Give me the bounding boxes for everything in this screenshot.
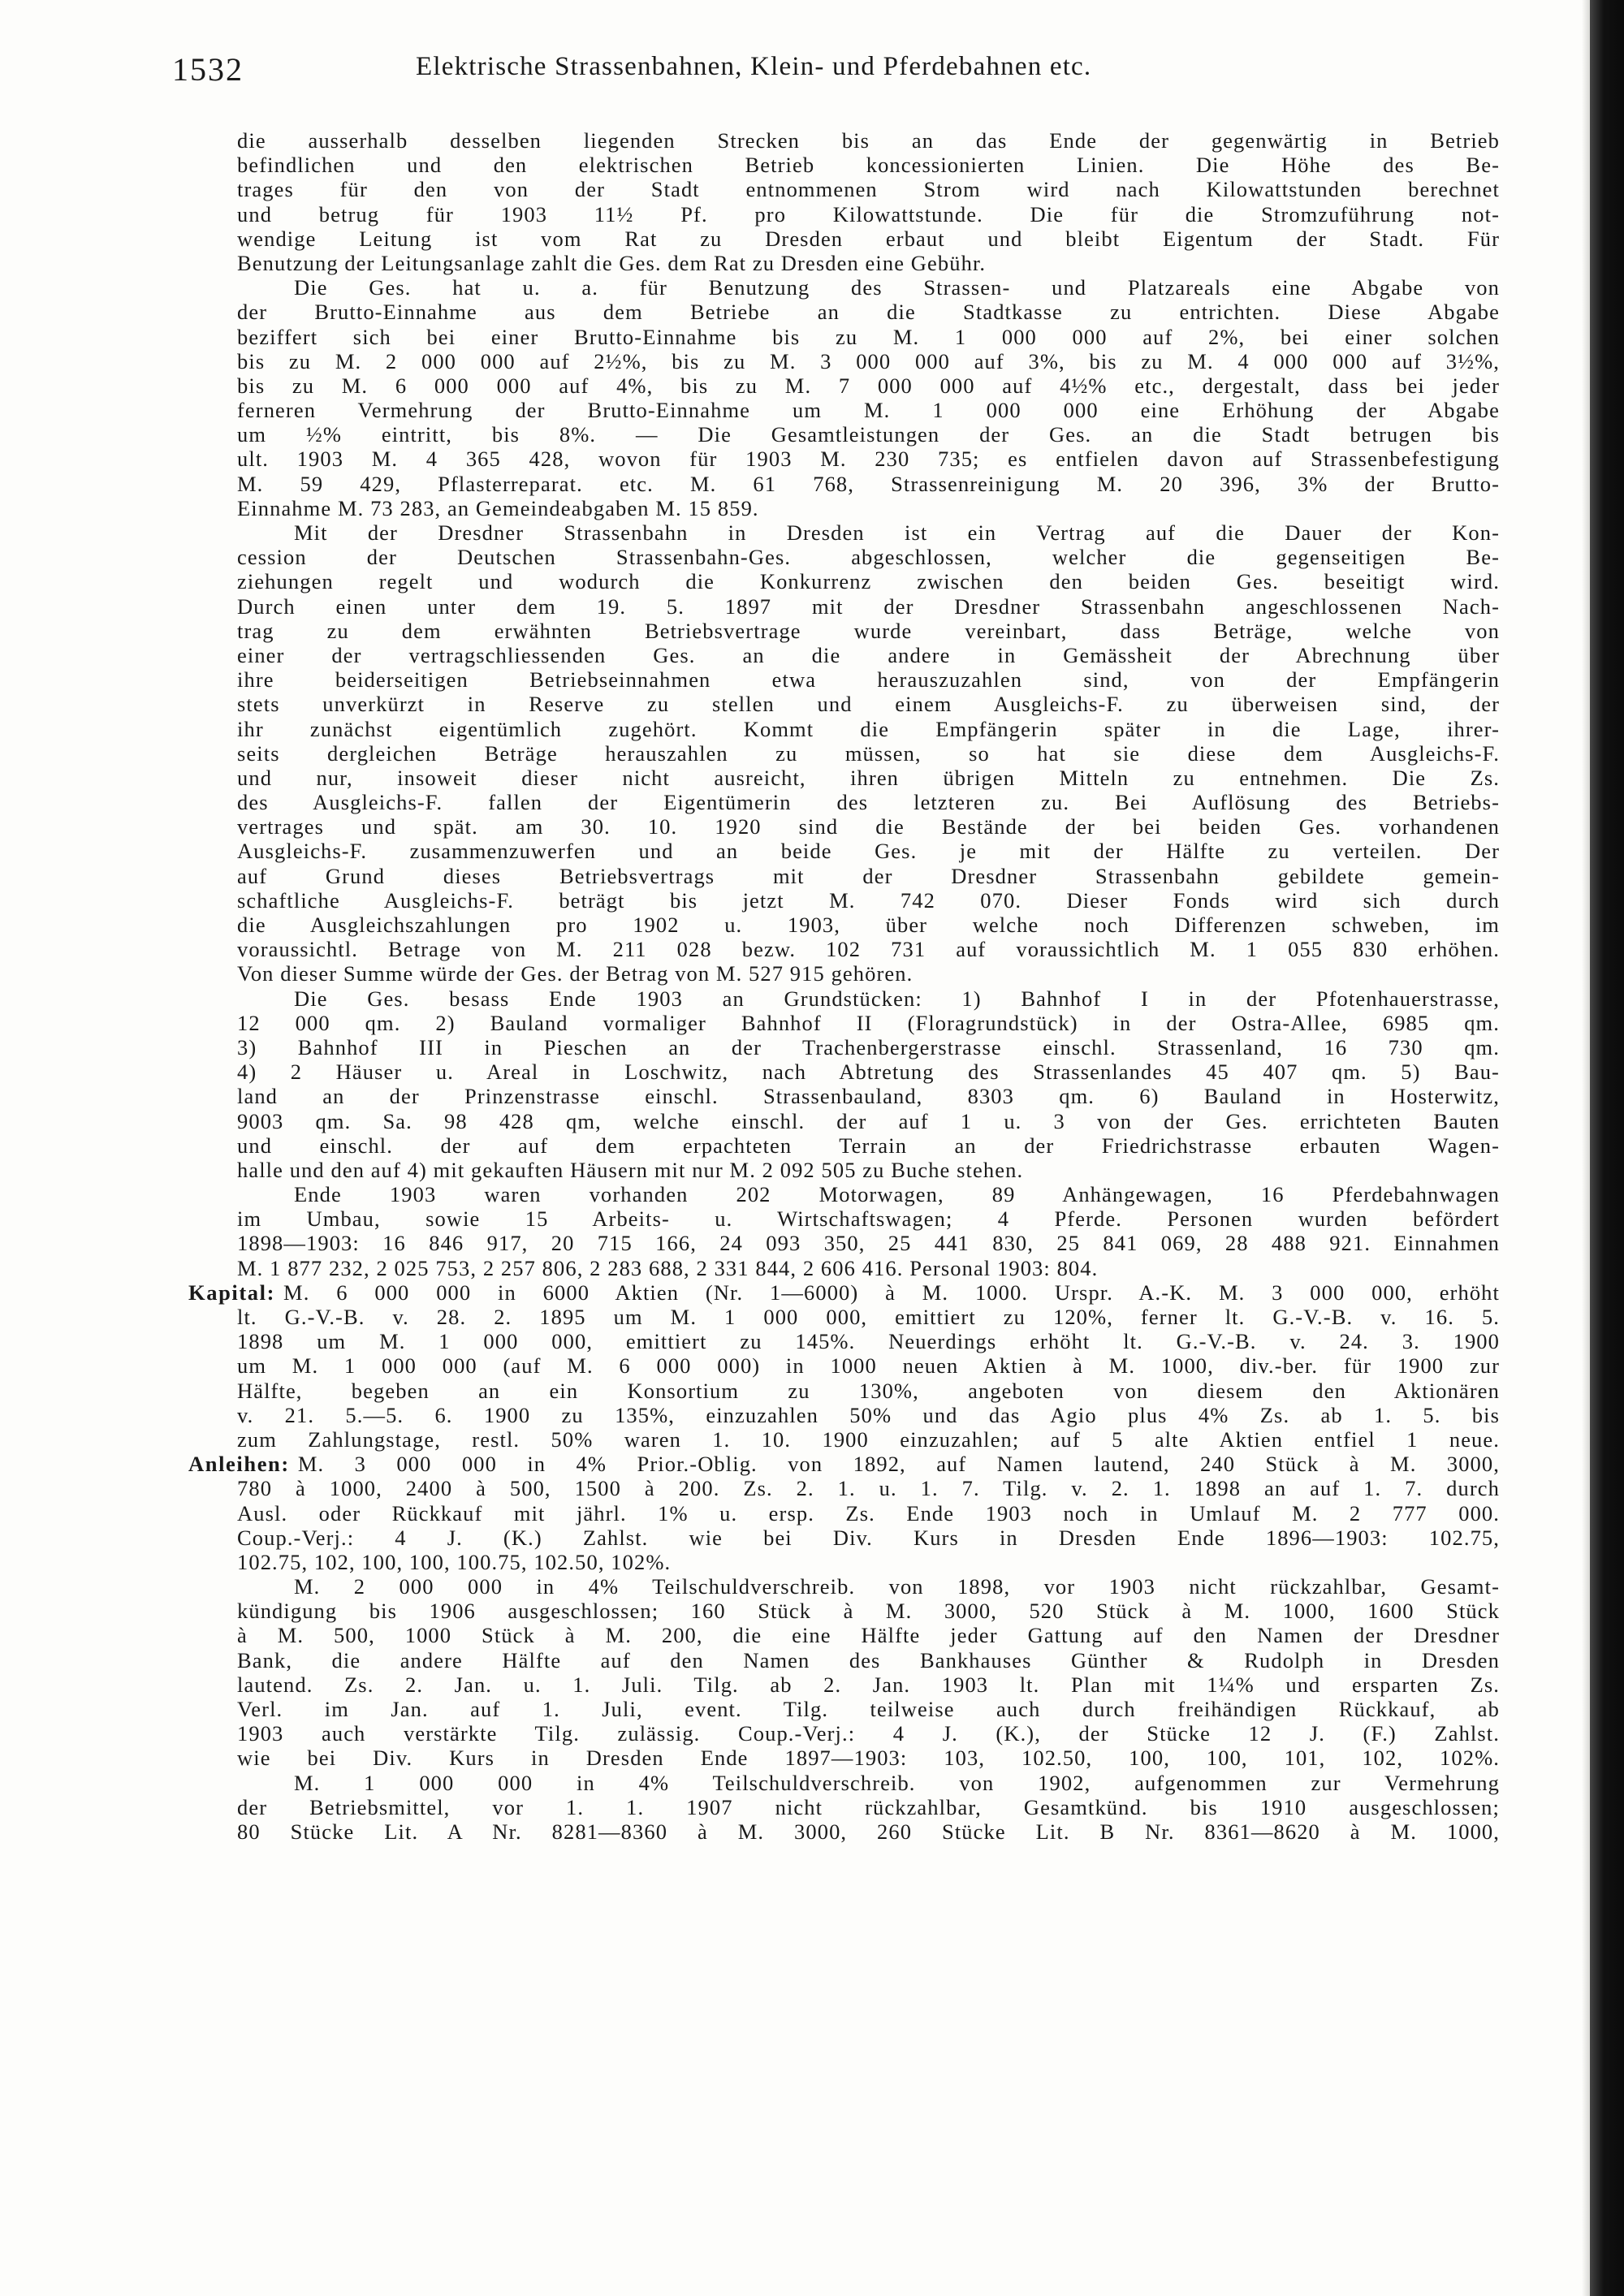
line-text: 3) Bahnhof III in Pieschen an der Trachenbergerstrasse einschl. Strassenland, 16 730 qm.: [237, 1034, 1500, 1060]
line-text: ult. 1903 M. 4 365 428, wovon für 1903 M. 230 735; es entfielen davon auf Strassenbefestigung: [237, 447, 1500, 472]
line-text: vertrages und spät. am 30. 10. 1920 sind die Bestände der bei beiden Ges. vorhandenen: [237, 814, 1500, 839]
line-text: Durch einen unter dem 19. 5. 1897 mit der Dresdner Strassenbahn angeschlossenen Nach-: [237, 593, 1500, 619]
text-line: [237, 1574, 1500, 1599]
line-text: 1898 um M. 1 000 000, emittiert zu 145%. Neuerdings erhöht lt. G.-V.-B. v. 24. 3. 1900: [237, 1329, 1500, 1354]
line-text: um M. 1 000 000 (auf M. 6 000 000) in 1000 neuen Aktien à M. 1000, div.-ber. für 1900 zur: [237, 1353, 1500, 1379]
line-text: ferneren Vermehrung der Brutto-Einnahme um M. 1 000 000 eine Erhöhung der Abgabe: [237, 398, 1500, 423]
text-line: [237, 1011, 1500, 1035]
text-line: [237, 1819, 1500, 1844]
line-text: M. 3 000 000 in 4% Prior.-Oblig. von 1892, auf Namen lautend, 240 Stück à M. 3000,: [297, 1452, 1500, 1477]
line-text: Die Ges. hat u. a. für Benutzung des Strassen- und Platzareals eine Abgabe von: [294, 275, 1500, 300]
line-text: im Umbau, sowie 15 Arbeits- u. Wirtschaftswagen; 4 Pferde. Personen wurden befördert: [237, 1206, 1500, 1232]
text-line: [237, 373, 1500, 398]
line-text: lt. G.-V.-B. v. 28. 2. 1895 um M. 1 000 000, emittiert zu 120%, ferner lt. G.-V.-B. v. 16. 5.: [237, 1305, 1500, 1329]
line-text: M. 59 429, Pflasterreparat. etc. M. 61 768, Strassenreinigung M. 20 396, 3% der Brutto-: [237, 471, 1500, 496]
text-line: [237, 325, 1500, 349]
line-text: Von dieser Summe würde der Ges. der Betrag von M. 527 915 gehören.: [237, 961, 914, 986]
line-text: und betrug für 1903 11½ Pf. pro Kilowattstunde. Die für die Stromzuführung not-: [237, 201, 1500, 227]
line-text: lautend. Zs. 2. Jan. u. 1. Juli. Tilg. ab 2. Jan. 1903 lt. Plan mit 1¼% und ersparten Zs.: [237, 1672, 1500, 1697]
line-text: M. 2 000 000 in 4% Teilschuldverschreib. von 1898, vor 1903 nicht rückzahlbar, Gesamt-: [294, 1574, 1500, 1599]
line-text: Ausgleichs-F. zusammenzuwerfen und an beide Ges. je mit der Hälfte zu verteilen. Der: [237, 839, 1500, 864]
line-text: 12 000 qm. 2) Bauland vormaliger Bahnhof II (Floragrundstück) in der Ostra-Allee, 6985 qm.: [237, 1010, 1500, 1035]
text-line: [237, 1501, 1500, 1526]
text-line: [237, 643, 1500, 667]
text-line: [237, 1771, 1500, 1795]
line-text: zum Zahlungstage, restl. 50% waren 1. 10. 1900 einzuzahlen; auf 5 alte Aktien entfiel 1 neue.: [237, 1426, 1500, 1452]
line-text: Verl. im Jan. auf 1. Juli, event. Tilg. teilweise auch durch freihändigen Rückkauf, ab: [237, 1697, 1500, 1721]
text-line: [237, 1109, 1500, 1133]
text-line: [237, 520, 1500, 545]
line-text: Einnahme M. 73 283, an Gemeindeabgaben M. 15 859.: [237, 495, 759, 520]
line-text: trag zu dem erwähnten Betriebsvertrage wurde vereinbart, dass Beträge, welche von: [237, 618, 1500, 643]
line-text: 780 à 1000, 2400 à 500, 1500 à 200. Zs. 2. 1. u. 1. 7. Tilg. v. 2. 1. 1898 an auf 1. 7. durch: [237, 1476, 1500, 1501]
text-line: [237, 888, 1500, 913]
text-line: [237, 202, 1500, 227]
text-line: [237, 1206, 1500, 1231]
text-line: [237, 1256, 1500, 1280]
text-line: [237, 1599, 1500, 1623]
text-line: [237, 1231, 1500, 1255]
text-line: [237, 913, 1500, 937]
text-line: [237, 227, 1500, 251]
line-text: der Brutto-Einnahme aus dem Betriebe an die Stadtkasse zu entrichten. Diese Abgabe: [237, 300, 1500, 325]
text-line: [237, 1403, 1500, 1427]
line-text: auf Grund dieses Betriebsvertrags mit der Dresdner Strassenbahn gebildete gemein-: [237, 863, 1500, 888]
line-text: schaftliche Ausgleichs-F. beträgt bis jetzt M. 742 070. Dieser Fonds wird sich durch: [237, 887, 1500, 913]
text-line: [237, 447, 1500, 471]
section-label: Anleihen:: [188, 1452, 290, 1477]
text-line: [237, 1035, 1500, 1060]
line-text: 9003 qm. Sa. 98 428 qm, welche einschl. der auf 1 u. 3 von der Ges. errichteten Bauten: [237, 1108, 1500, 1133]
line-text: voraussichtl. Betrage von M. 211 028 bezw. 102 731 auf voraussichtlich M. 1 055 830 erhöhen.: [237, 937, 1500, 962]
section-label: Kapital:: [188, 1280, 276, 1305]
text-line: [188, 1280, 1500, 1305]
line-text: cession der Deutschen Strassenbahn-Ges. abgeschlossen, welcher die gegenseitigen Be-: [237, 545, 1500, 570]
page-number: 1532: [172, 51, 244, 88]
text-line: [237, 692, 1500, 716]
text-line: [237, 1305, 1500, 1329]
text-line: [237, 349, 1500, 373]
line-text: Mit der Dresdner Strassenbahn in Dresden ist ein Vertrag auf die Dauer der Kon-: [294, 520, 1500, 545]
text-line: [237, 1623, 1500, 1647]
text-line: [237, 1476, 1500, 1500]
text-line: [237, 569, 1500, 593]
line-text: M. 1 877 232, 2 025 753, 2 257 806, 2 283 688, 2 331 844, 2 606 416. Personal 1903: 804.: [237, 1255, 1099, 1280]
text-line: [237, 153, 1500, 177]
line-text: und einschl. der auf dem erpachteten Terrain an der Friedrichstrasse erbauten Wagen-: [237, 1133, 1500, 1158]
text-line: [237, 864, 1500, 888]
text-line: [237, 1060, 1500, 1084]
line-text: bis zu M. 2 000 000 auf 2½%, bis zu M. 3 000 000 auf 3%, bis zu M. 4 000 000 auf 3½%,: [237, 348, 1500, 373]
text-line: [237, 619, 1500, 643]
line-text: 102.75, 102, 100, 100, 100.75, 102.50, 102%.: [237, 1549, 672, 1574]
book-spine-edge: [1590, 0, 1624, 2296]
line-text: Hälfte, begeben an ein Konsortium zu 130%, angeboten von diesem den Aktionären: [237, 1378, 1500, 1403]
text-line: [237, 766, 1500, 790]
text-line: [237, 961, 1500, 986]
text-line: [237, 275, 1500, 300]
text-line: [237, 1379, 1500, 1403]
line-text: ziehungen regelt und wodurch die Konkurrenz zwischen den beiden Ges. beseitigt wird.: [237, 569, 1500, 594]
line-text: befindlichen und den elektrischen Betrieb koncessionierten Linien. Die Höhe des Be-: [237, 153, 1500, 178]
line-text: M. 1 000 000 in 4% Teilschuldverschreib. von 1902, aufgenommen zur Vermehrung: [294, 1770, 1500, 1795]
line-text: 1903 auch verstärkte Tilg. zulässig. Coup.-Verj.: 4 J. (K.), der Stücke 12 J. (F.) Zahlst.: [237, 1721, 1500, 1746]
line-text: ihre beiderseitigen Betriebseinnahmen etwa herauszuzahlen sind, von der Empfängerin: [237, 667, 1500, 693]
text-line: [237, 839, 1500, 863]
line-text: M. 6 000 000 in 6000 Aktien (Nr. 1—6000) à M. 1000. Urspr. A.-K. M. 3 000 000, erhöht: [283, 1280, 1500, 1305]
line-text: 80 Stücke Lit. A Nr. 8281—8360 à M. 3000, 260 Stücke Lit. B Nr. 8361—8620 à M. 1000,: [237, 1819, 1500, 1844]
line-text: Ausl. oder Rückkauf mit jährl. 1% u. ersp. Zs. Ende 1903 noch in Umlauf M. 2 777 000.: [237, 1500, 1500, 1526]
line-text: stets unverkürzt in Reserve zu stellen und einem Ausgleichs-F. zu überweisen sind, der: [237, 692, 1500, 717]
line-text: und nur, insoweit dieser nicht ausreicht, ihren übrigen Mitteln zu entnehmen. Die Zs.: [237, 765, 1500, 790]
line-text: wendige Leitung ist vom Rat zu Dresden erbaut und bleibt Eigentum der Stadt. Für: [237, 226, 1500, 251]
text-line: [237, 545, 1500, 569]
text-line: [237, 741, 1500, 766]
text-line: [237, 667, 1500, 692]
text-line: [237, 422, 1500, 447]
line-text: die Ausgleichszahlungen pro 1902 u. 1903, über welche noch Differenzen schweben, im: [237, 913, 1500, 937]
text-line: [237, 128, 1500, 153]
text-line: [237, 1084, 1500, 1108]
text-line: [237, 814, 1500, 839]
line-text: um ½% eintritt, bis 8%. — Die Gesamtleistungen der Ges. an die Stadt betrugen bis: [237, 422, 1500, 447]
text-line: [237, 1329, 1500, 1353]
text-line: [237, 1795, 1500, 1819]
text-line: [237, 1353, 1500, 1378]
line-text: à M. 500, 1000 Stück à M. 200, die eine Hälfte jeder Gattung auf den Namen der Dresdner: [237, 1623, 1500, 1648]
text-line: [237, 717, 1500, 741]
line-text: Coup.-Verj.: 4 J. (K.) Zahlst. wie bei Div. Kurs in Dresden Ende 1896—1903: 102.75,: [237, 1525, 1500, 1550]
text-line: [237, 1672, 1500, 1697]
text-line: [237, 1133, 1500, 1158]
line-text: der Betriebsmittel, vor 1. 1. 1907 nicht rückzahlbar, Gesamtkünd. bis 1910 ausgeschlossen;: [237, 1794, 1500, 1819]
text-line: [237, 472, 1500, 496]
running-header: [172, 50, 1488, 93]
text-line: [237, 251, 1500, 275]
line-text: ihr zunächst eigentümlich zugehört. Kommt die Empfängerin später in die Lage, ihrer-: [237, 716, 1500, 741]
line-text: des Ausgleichs-F. fallen der Eigentümerin des letzteren zu. Bei Auflösung des Betriebs-: [237, 790, 1500, 815]
line-text: Ende 1903 waren vorhanden 202 Motorwagen, 89 Anhängewagen, 16 Pferdebahnwagen: [294, 1182, 1500, 1207]
line-text: beziffert sich bei einer Brutto-Einnahme bis zu M. 1 000 000 auf 2%, bei einer solchen: [237, 324, 1500, 349]
line-text: 1898—1903: 16 846 917, 20 715 166, 24 093 350, 25 441 830, 25 841 069, 28 488 921. Einnahmen: [237, 1231, 1500, 1256]
running-title: Elektrische Strassenbahnen, Klein- und Pferdebahnen etc.: [416, 52, 1092, 81]
text-line: [237, 1526, 1500, 1550]
line-text: land an der Prinzenstrasse einschl. Strassenbauland, 8303 qm. 6) Bauland in Hosterwitz,: [237, 1084, 1500, 1109]
text-line: [237, 790, 1500, 814]
line-text: Bank, die andere Hälfte auf den Namen des Bankhauses Günther & Rudolph in Dresden: [237, 1647, 1500, 1672]
text-line: [237, 1427, 1500, 1452]
line-text: wie bei Div. Kurs in Dresden Ende 1897—1903: 103, 102.50, 100, 100, 101, 102, 102%.: [237, 1746, 1500, 1771]
text-line: [237, 1550, 1500, 1574]
text-line: [237, 937, 1500, 961]
page-gutter-shadow: [1582, 0, 1590, 2296]
line-text: trages für den von der Stadt entnommenen Strom wird nach Kilowattstunden berechnet: [237, 177, 1500, 202]
line-text: v. 21. 5.—5. 6. 1900 zu 135%, einzuzahlen 50% und das Agio plus 4% Zs. ab 1. 5. bis: [237, 1402, 1500, 1427]
text-line: [237, 496, 1500, 520]
text-line: [237, 1721, 1500, 1746]
text-line: [188, 1452, 1500, 1476]
text-line: [237, 398, 1500, 422]
text-line: [237, 1182, 1500, 1206]
line-text: Die Ges. besass Ende 1903 an Grundstücken: 1) Bahnhof I in der Pfotenhauerstrasse,: [294, 986, 1500, 1011]
text-line: [237, 1648, 1500, 1672]
line-text: halle und den auf 4) mit gekauften Häusern mit nur M. 2 092 505 zu Buche stehen.: [237, 1157, 1024, 1182]
text-line: [237, 1158, 1500, 1182]
text-line: [237, 300, 1500, 324]
line-text: Benutzung der Leitungsanlage zahlt die Ges. dem Rat zu Dresden eine Gebühr.: [237, 250, 987, 275]
text-line: [237, 1697, 1500, 1721]
line-text: einer der vertragschliessenden Ges. an die andere in Gemässheit der Abrechnung über: [237, 642, 1500, 667]
line-text: bis zu M. 6 000 000 auf 4%, bis zu M. 7 000 000 auf 4½% etc., dergestalt, dass bei jeder: [237, 373, 1500, 398]
body-text: [188, 128, 1500, 1844]
text-line: [237, 177, 1500, 201]
line-text: 4) 2 Häuser u. Areal in Loschwitz, nach Abtretung des Strassenlandes 45 407 qm. 5) Bau-: [237, 1060, 1500, 1085]
text-line: [237, 594, 1500, 619]
text-line: [237, 986, 1500, 1011]
line-text: die ausserhalb desselben liegenden Strecken bis an das Ende der gegenwärtig in Betrieb: [237, 128, 1500, 153]
line-text: seits dergleichen Beträge herauszahlen zu müssen, so hat sie diese dem Ausgleichs-F.: [237, 740, 1500, 766]
text-line: [237, 1746, 1500, 1770]
line-text: kündigung bis 1906 ausgeschlossen; 160 Stück à M. 3000, 520 Stück à M. 1000, 1600 Stück: [237, 1599, 1500, 1624]
